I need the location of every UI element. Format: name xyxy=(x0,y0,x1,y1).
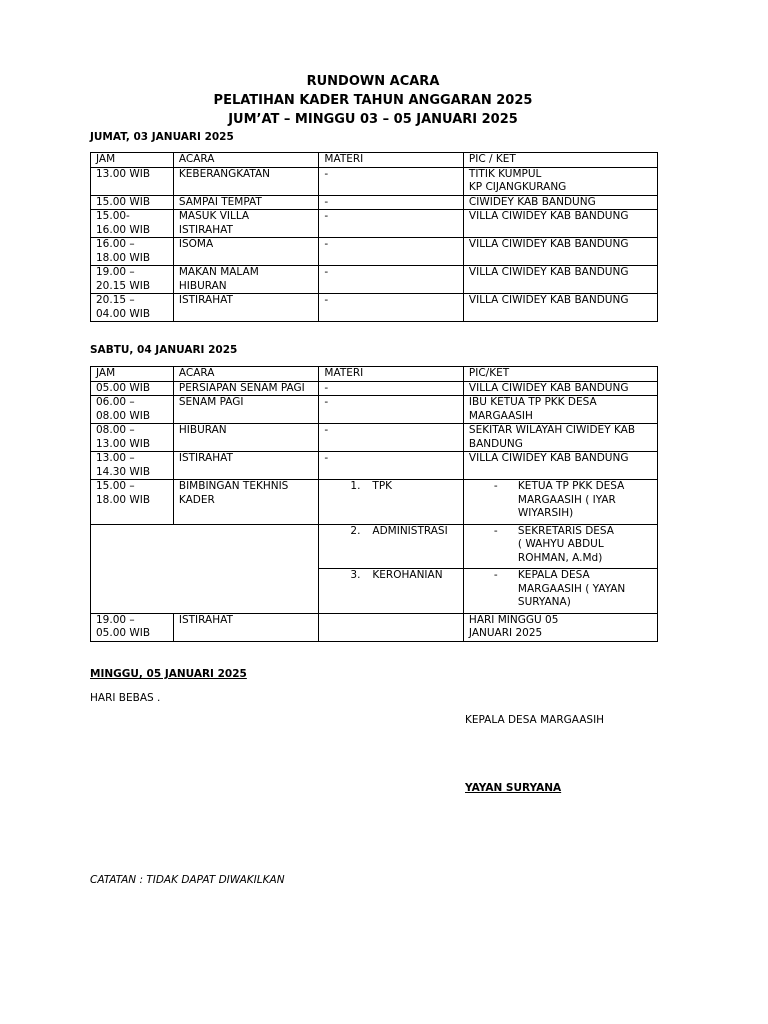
jam-cell xyxy=(91,396,174,424)
signature-name: YAYAN SURYANA xyxy=(465,782,562,794)
materi-cell: - xyxy=(319,424,464,452)
materi-cell: - xyxy=(319,294,464,322)
saturday-schedule-table xyxy=(90,366,658,642)
acara-cell xyxy=(173,266,319,294)
pic-cell-line: TITIK KUMPUL xyxy=(468,167,542,180)
jam-cell xyxy=(91,195,174,210)
jam-cell xyxy=(91,266,174,294)
jam-cell-line: 08.00 – xyxy=(96,424,135,436)
table-row xyxy=(91,613,658,641)
pic-cell xyxy=(463,524,657,569)
pic-text-line: SURYANA) xyxy=(517,596,571,608)
training-row xyxy=(91,480,658,525)
acara-cell xyxy=(173,238,319,266)
materi-cell: - xyxy=(319,210,464,238)
materi-cell: - xyxy=(319,396,464,424)
materi-text: ADMINISTRASI xyxy=(372,524,448,537)
acara-cell-line: HIBURAN xyxy=(178,424,227,436)
header-cell: ACARA xyxy=(173,367,319,382)
pic-cell-line: SEKITAR WILAYAH CIWIDEY KAB xyxy=(468,424,636,436)
title-line-2: PELATIHAN KADER TAHUN ANGGARAN 2025 xyxy=(213,93,533,108)
table-row xyxy=(91,238,658,266)
materi-cell xyxy=(319,569,464,614)
friday-schedule-table xyxy=(90,152,658,322)
pic-text-line: ROHMAN, A.Md) xyxy=(517,551,603,564)
jam-cell-line: 19.00 – xyxy=(96,266,135,278)
pic-text-line: KETUA TP PKK DESA xyxy=(517,480,625,492)
materi-cell: - xyxy=(319,167,464,195)
pic-cell xyxy=(463,195,657,210)
materi-cell: - xyxy=(319,266,464,294)
pic-cell xyxy=(463,266,657,294)
training-row xyxy=(91,524,658,569)
acara-cell xyxy=(173,452,319,480)
acara-cell-line: KEBERANGKATAN xyxy=(178,167,270,180)
pic-cell-line: BANDUNG xyxy=(468,437,523,450)
sunday-label: MINGGU, 05 JANUARI 2025 xyxy=(90,668,247,680)
materi-cell: - xyxy=(319,195,464,210)
jam-cell-line: 20.15 WIB xyxy=(96,279,151,292)
jam-cell-line: 06.00 – xyxy=(96,396,135,408)
acara-cell xyxy=(173,424,319,452)
header-cell: PIC/KET xyxy=(463,367,657,382)
jam-cell-line: 15.00- xyxy=(96,210,130,222)
table-header-row xyxy=(91,367,658,382)
jam-cell-line: 16.00 – xyxy=(96,238,135,250)
jam-cell xyxy=(91,613,174,641)
jam-cell-line: 15.00 WIB xyxy=(96,195,151,208)
header-cell: JAM xyxy=(91,153,174,168)
jam-cell xyxy=(91,167,174,195)
friday-label: JUMAT, 03 JANUARI 2025 xyxy=(90,131,234,143)
pic-cell xyxy=(463,569,657,614)
pic-text-line: KEPALA DESA xyxy=(517,569,590,581)
acara-cell xyxy=(173,195,319,210)
jam-cell-line: 04.00 WIB xyxy=(96,307,151,320)
pic-cell xyxy=(463,396,657,424)
acara-cell-line: SAMPAI TEMPAT xyxy=(178,195,262,208)
header-cell: JAM xyxy=(91,367,174,382)
acara-cell-line: ISTIRAHAT xyxy=(178,452,233,464)
materi-cell xyxy=(319,524,464,569)
jam-cell-line: 08.00 WIB xyxy=(96,409,151,422)
pic-cell xyxy=(463,381,657,396)
table-row xyxy=(91,266,658,294)
title-line-3: JUM’AT – MINGGU 03 – 05 JANUARI 2025 xyxy=(228,112,518,127)
pic-cell-line: IBU KETUA TP PKK DESA xyxy=(468,396,597,408)
pic-cell xyxy=(463,294,657,322)
pic-text-line: MARGAASIH ( YAYAN xyxy=(517,582,626,595)
materi-cell: - xyxy=(319,238,464,266)
acara-cell-line: ISTIRAHAT xyxy=(178,294,233,306)
table-row xyxy=(91,195,658,210)
jam-cell xyxy=(91,238,174,266)
materi-cell: - xyxy=(319,452,464,480)
acara-cell-line: ISOMA xyxy=(178,238,214,250)
jam-cell-line: 13.00 – xyxy=(96,452,135,464)
materi-cell: - xyxy=(319,381,464,396)
table-header-row xyxy=(91,153,658,168)
signature-title: KEPALA DESA MARGAASIH xyxy=(465,714,605,726)
pic-cell xyxy=(463,167,657,195)
table-row xyxy=(91,167,658,195)
acara-cell-line: MAKAN MALAM xyxy=(178,266,259,278)
pic-text-line: SEKRETARIS DESA xyxy=(517,524,614,537)
jam-cell-line: 14.30 WIB xyxy=(96,465,151,478)
jam-cell-line: 16.00 WIB xyxy=(96,223,151,236)
jam-cell xyxy=(91,452,174,480)
pic-cell xyxy=(463,613,657,641)
jam-cell-line: 05.00 WIB xyxy=(96,381,151,394)
acara-cell xyxy=(173,381,319,396)
list-number: 3. xyxy=(350,569,361,581)
acara-cell-line: KADER xyxy=(178,493,215,506)
acara-cell-line: PERSIAPAN SENAM PAGI xyxy=(178,381,305,394)
pic-cell-line: HARI MINGGU 05 xyxy=(468,613,559,626)
acara-cell xyxy=(173,480,319,525)
bullet-dash: - xyxy=(493,569,498,581)
table-row xyxy=(91,452,658,480)
acara-cell-line: ISTIRAHAT xyxy=(178,613,233,626)
jam-cell-line: 18.00 WIB xyxy=(96,251,151,264)
jam-cell-line: 19.00 – xyxy=(96,613,135,626)
acara-cell-line: HIBURAN xyxy=(178,279,227,292)
jam-cell-line: 05.00 WIB xyxy=(96,627,151,639)
acara-cell-line: MASUK VILLA xyxy=(178,210,250,222)
pic-text-line: MARGAASIH ( IYAR xyxy=(517,493,616,506)
acara-cell xyxy=(173,167,319,195)
materi-text: KEROHANIAN xyxy=(372,569,443,581)
pic-cell-line: VILLA CIWIDEY KAB BANDUNG xyxy=(468,266,629,278)
table-row xyxy=(91,381,658,396)
pic-cell xyxy=(463,452,657,480)
table-row xyxy=(91,396,658,424)
jam-cell-line: 13.00 WIB xyxy=(96,167,151,180)
pic-cell-line: CIWIDEY KAB BANDUNG xyxy=(468,195,596,208)
pic-text-line: ( WAHYU ABDUL xyxy=(517,538,604,550)
list-number: 2. xyxy=(350,524,361,537)
acara-cell-line: ISTIRAHAT xyxy=(178,223,233,236)
table-row xyxy=(91,210,658,238)
pic-cell xyxy=(463,210,657,238)
pic-text-line: WIYARSIH) xyxy=(517,507,574,519)
pic-cell-line: VILLA CIWIDEY KAB BANDUNG xyxy=(468,381,629,394)
acara-cell-line: SENAM PAGI xyxy=(178,396,244,408)
jam-cell xyxy=(91,480,174,525)
jam-cell xyxy=(91,424,174,452)
header-cell: MATERI xyxy=(319,367,464,382)
header-cell: MATERI xyxy=(319,153,464,168)
bullet-dash: - xyxy=(493,480,498,492)
jam-cell-line: 18.00 WIB xyxy=(96,493,151,506)
acara-cell xyxy=(173,613,319,641)
jam-cell xyxy=(91,210,174,238)
pic-cell-line: VILLA CIWIDEY KAB BANDUNG xyxy=(468,210,629,222)
acara-cell xyxy=(173,210,319,238)
saturday-label: SABTU, 04 JANUARI 2025 xyxy=(90,344,238,356)
table-row xyxy=(91,424,658,452)
jam-cell xyxy=(91,294,174,322)
merged-empty-cell xyxy=(91,524,319,613)
materi-cell xyxy=(319,613,464,641)
list-number: 1. xyxy=(350,480,361,492)
header-cell: ACARA xyxy=(173,153,319,168)
jam-cell-line: 20.15 – xyxy=(96,294,135,306)
pic-cell-line: JANUARI 2025 xyxy=(468,627,543,639)
table-row xyxy=(91,294,658,322)
jam-cell-line: 13.00 WIB xyxy=(96,437,151,450)
pic-cell-line: VILLA CIWIDEY KAB BANDUNG xyxy=(468,238,629,250)
header-cell: PIC / KET xyxy=(463,153,657,168)
note-text: CATATAN : TIDAK DAPAT DIWAKILKAN xyxy=(90,874,285,886)
document-title xyxy=(90,72,656,129)
pic-cell xyxy=(463,424,657,452)
pic-cell-line: VILLA CIWIDEY KAB BANDUNG xyxy=(468,452,629,464)
pic-cell xyxy=(463,238,657,266)
materi-text: TPK xyxy=(372,480,393,492)
acara-cell-line: BIMBINGAN TEKHNIS xyxy=(178,480,289,492)
materi-cell xyxy=(319,480,464,525)
bullet-dash: - xyxy=(493,524,498,537)
sunday-text: HARI BEBAS . xyxy=(90,692,161,704)
pic-cell-line: VILLA CIWIDEY KAB BANDUNG xyxy=(468,294,629,306)
title-line-1: RUNDOWN ACARA xyxy=(306,74,440,89)
pic-cell xyxy=(463,480,657,525)
acara-cell xyxy=(173,294,319,322)
jam-cell-line: 15.00 – xyxy=(96,480,135,492)
pic-cell-line: KP CIJANGKURANG xyxy=(468,181,567,193)
acara-cell xyxy=(173,396,319,424)
jam-cell xyxy=(91,381,174,396)
pic-cell-line: MARGAASIH xyxy=(468,409,533,422)
